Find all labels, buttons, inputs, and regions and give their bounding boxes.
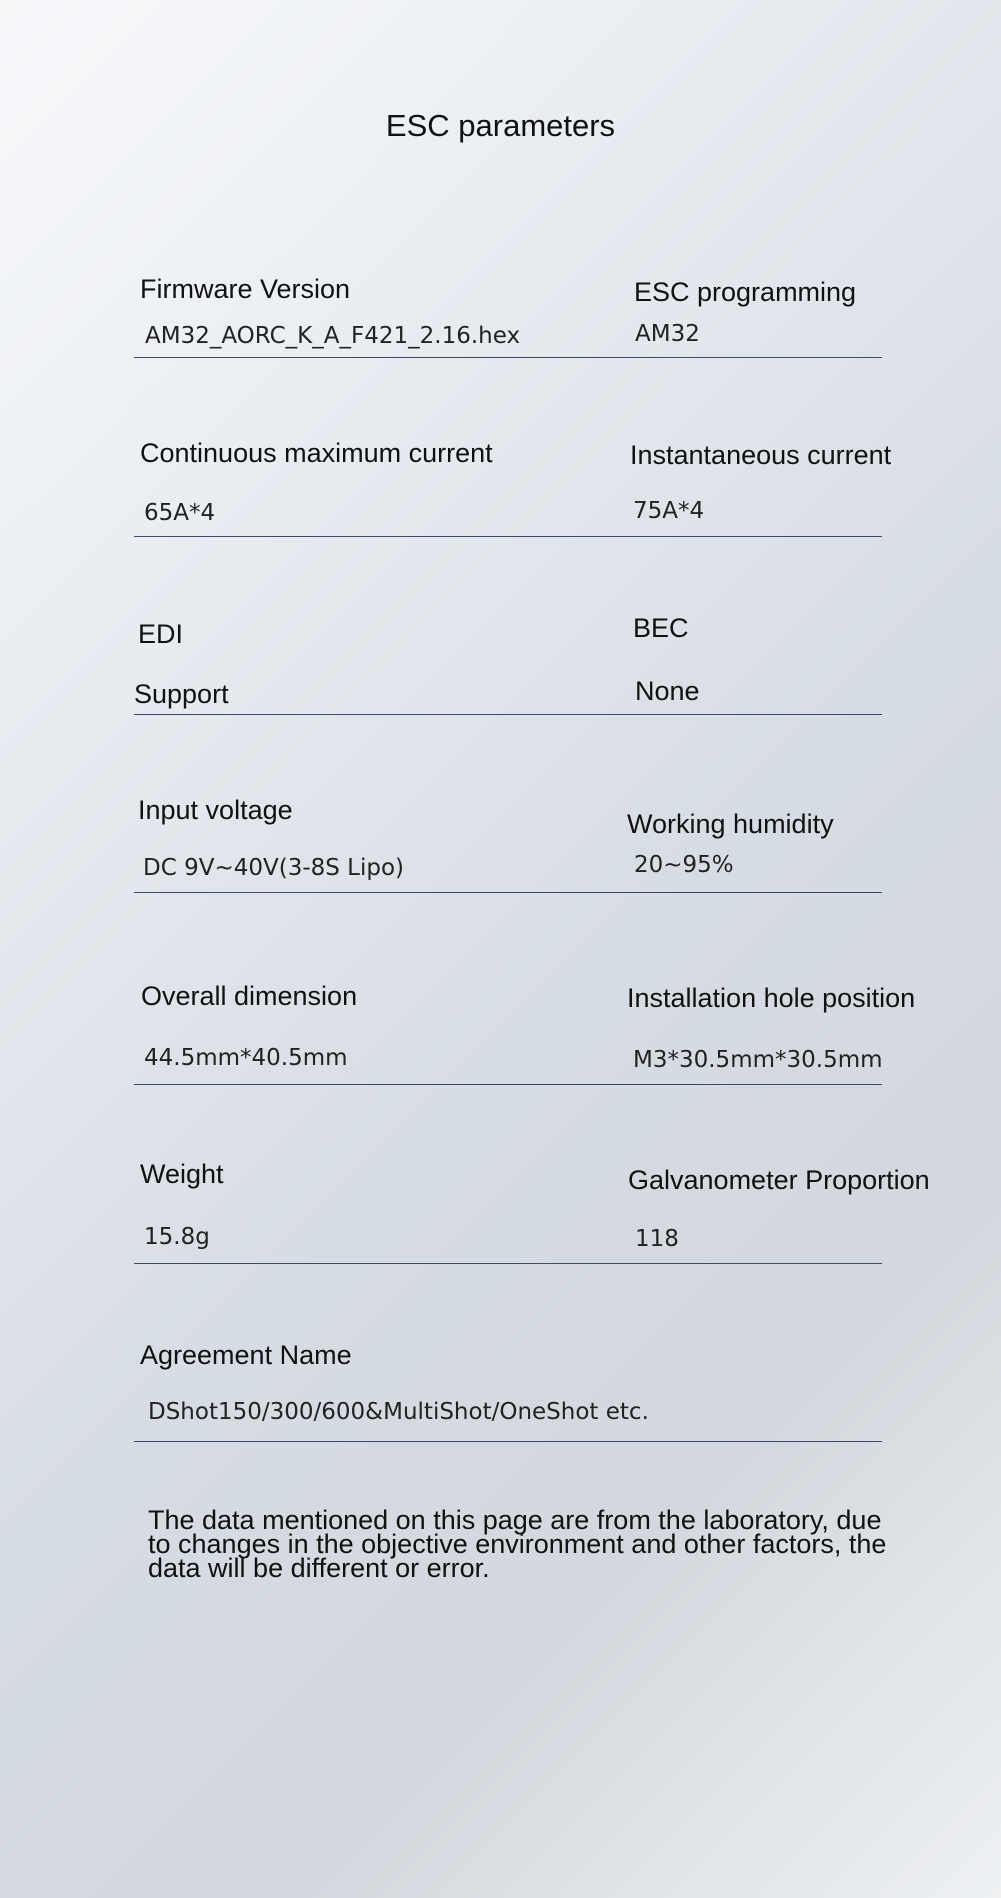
esc-programming-value: AM32 [635,321,700,347]
edi-value: Support [134,679,229,709]
instantaneous-current-value: 75A*4 [633,498,705,524]
working-humidity-label: Working humidity [627,809,834,839]
overall-dimension-value: 44.5mm*40.5mm [144,1045,348,1071]
esc-programming-label: ESC programming [634,277,857,307]
continuous-max-current-label: Continuous maximum current [140,438,493,468]
galvanometer-proportion-value: 118 [635,1226,679,1252]
installation-hole-position-value: M3*30.5mm*30.5mm [633,1047,883,1073]
firmware-version-label: Firmware Version [140,274,351,304]
input-voltage-value: DC 9V~40V(3-8S Lipo) [143,855,405,881]
row-divider [134,357,882,358]
row-divider [134,1084,882,1085]
row-divider [134,1441,882,1442]
row-divider [134,1263,882,1264]
weight-value: 15.8g [144,1224,210,1250]
page-title: ESC parameters [385,108,616,143]
row-divider [134,536,882,537]
installation-hole-position-label: Installation hole position [627,983,916,1013]
galvanometer-proportion-label: Galvanometer Proportion [628,1165,930,1195]
overall-dimension-label: Overall dimension [141,981,358,1011]
instantaneous-current-label: Instantaneous current [630,440,892,470]
row-divider [134,892,882,893]
input-voltage-label: Input voltage [138,795,293,825]
weight-label: Weight [140,1159,224,1189]
bec-label: BEC [633,613,689,643]
row-divider [134,714,882,715]
continuous-max-current-value: 65A*4 [144,500,216,526]
firmware-version-value: AM32_AORC_K_A_F421_2.16.hex [145,323,521,349]
edi-label: EDI [138,619,184,649]
working-humidity-value: 20~95% [634,852,734,878]
bec-value: None [635,676,700,706]
agreement-name-value: DShot150/300/600&MultiShot/OneShot etc. [148,1399,649,1425]
disclaimer-note: The data mentioned on this page are from the laboratory, due to changes in the objective environment and other factors, the data will be different or error. [148,1505,887,1583]
agreement-name-label: Agreement Name [140,1340,352,1370]
